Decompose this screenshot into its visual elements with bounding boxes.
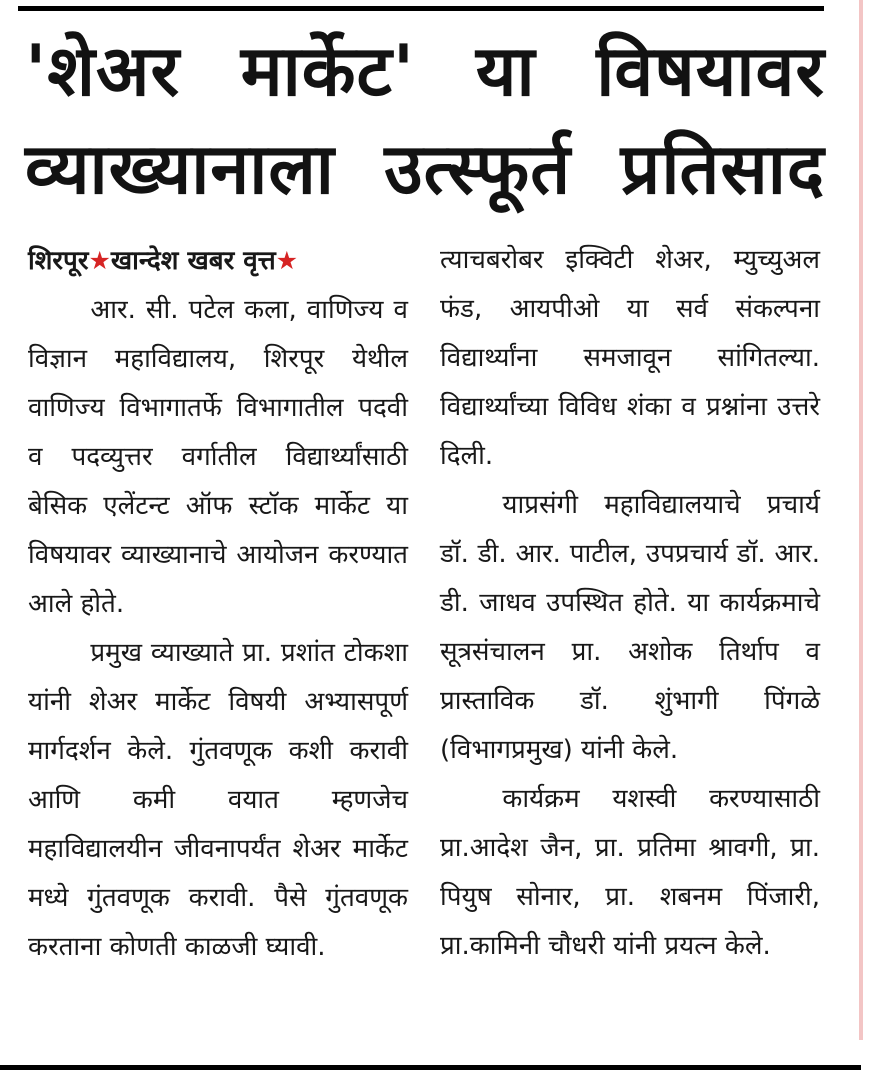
headline xyxy=(25,22,825,218)
star-icon: ★ xyxy=(275,246,299,275)
article-dateline xyxy=(28,236,408,286)
star-icon: ★ xyxy=(88,246,111,275)
article-paragraph-4: याप्रसंगी महाविद्यालयाचे प्रचार्य डॉ. डी. आर. पाटील, उपप्रचार्य डॉ. आर. डी. जाधव उपस्थित होते. या कार्यक्रमाचे सूत्रसंचालन प्रा. अशोक तिर्थाप व प्रास्ताविक डॉ. शुंभागी पिंगळे (विभागप्रमुख) यांनी केले. xyxy=(440,490,820,765)
article-column-right xyxy=(440,236,820,1056)
article-column-left xyxy=(28,236,408,1056)
headline-line-1: 'शेअर मार्केट' या विषयावर xyxy=(25,30,825,112)
top-rule xyxy=(18,6,824,11)
article-paragraph-3: त्याचबरोबर इक्विटी शेअर, म्युच्युअल फंड, आयपीओ या सर्व संकल्पना विद्यार्थ्यांना समजावून सांगितल्या. विद्यार्थ्यांच्या विविध शंका व प्रश्नांना उत्तरे दिली. xyxy=(440,245,820,471)
headline-line-2: व्याख्यानाला उत्स्फूर्त प्रतिसाद xyxy=(25,128,825,210)
right-edge-rule xyxy=(859,0,863,1040)
article-paragraph-5: कार्यक्रम यशस्वी करण्यासाठी प्रा.आदेश जैन, प्रा. प्रतिमा श्रावगी, प्रा. पियुष सोनार, प्रा. शबनम पिंजारी, प्रा.कामिनी चौधरी यांनी प्रयत्न केले. xyxy=(440,784,820,961)
article-body xyxy=(28,236,820,1056)
article-paragraph-2: प्रमुख व्याख्याते प्रा. प्रशांत टोकशा यांनी शेअर मार्केट विषयी अभ्यासपूर्ण मार्गदर्शन केले. गुंतवणूक कशी करावी आणि कमी वयात म्हणजेच महाविद्यालयीन जीवनापर्यंत शेअर मार्केट मध्ये गुंतवणूक करावी. पैसे गुंतवणूक करताना कोणती काळजी घ्यावी. xyxy=(28,638,408,962)
bottom-rule xyxy=(0,1065,861,1070)
dateline-place: शिरपूर xyxy=(28,246,89,276)
article-paragraph-1: आर. सी. पटेल कला, वाणिज्य व विज्ञान महाविद्यालय, शिरपूर येथील वाणिज्य विभागातर्फे विभागातील पदवी व पदव्युत्तर वर्गातील विद्यार्थ्यांसाठी बेसिक एलेंटन्ट ऑफ स्टॉक मार्केट या विषयावर व्याख्यानाचे आयोजन करण्यात आले होते. xyxy=(28,295,408,619)
dateline-source: खान्देश खबर वृत्त xyxy=(110,246,276,276)
